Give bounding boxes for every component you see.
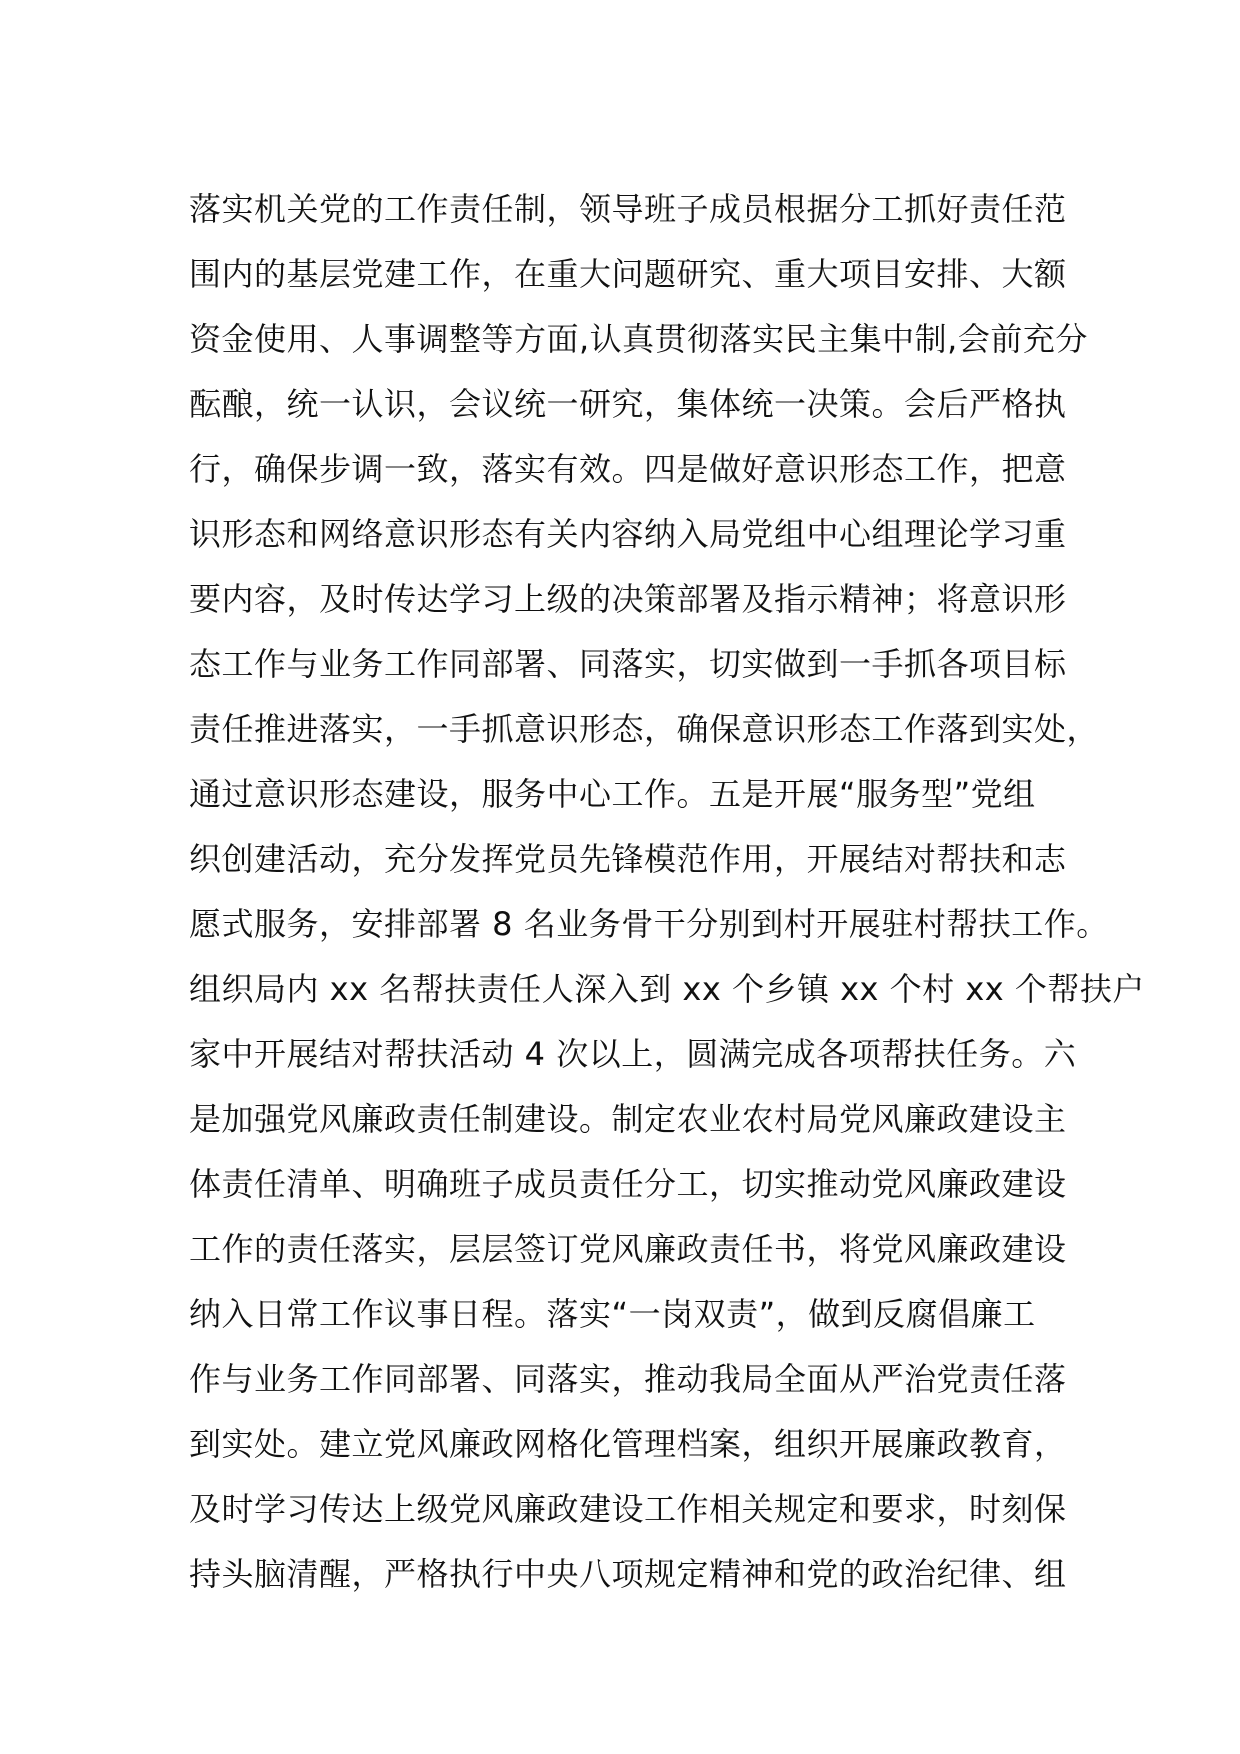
text-line: 工作的责任落实，层层签订党风廉政责任书，将党风廉政建设: [189, 1230, 1067, 1268]
text-line: 责任推进落实，一手抓意识形态，确保意识形态工作落到实处，: [189, 710, 1100, 748]
text-line: 持头脑清醒，严格执行中央八项规定精神和党的政治纪律、组: [189, 1555, 1067, 1593]
text-line: 围内的基层党建工作，在重大问题研究、重大项目安排、大额: [189, 255, 1067, 293]
text-line: 组织局内 xx 名帮扶责任人深入到 xx 个乡镇 xx 个村 xx 个帮扶户: [189, 970, 1145, 1008]
text-line: 是加强党风廉政责任制建设。制定农业农村局党风廉政建设主: [189, 1100, 1067, 1138]
body-paragraph: [189, 177, 1145, 1607]
text-line: 家中开展结对帮扶活动 4 次以上，圆满完成各项帮扶任务。六: [189, 1035, 1077, 1073]
text-line: 识形态和网络意识形态有关内容纳入局党组中心组理论学习重: [189, 515, 1067, 553]
text-line: 落实机关党的工作责任制，领导班子成员根据分工抓好责任范: [189, 190, 1067, 228]
text-line: 酝酿，统一认识，会议统一研究，集体统一决策。会后严格执: [189, 385, 1067, 423]
text-line: 体责任清单、明确班子成员责任分工，切实推动党风廉政建设: [189, 1165, 1067, 1203]
text-line: 及时学习传达上级党风廉政建设工作相关规定和要求，时刻保: [189, 1490, 1067, 1528]
text-line: 要内容，及时传达学习上级的决策部署及指示精神；将意识形: [189, 580, 1067, 618]
text-line: 作与业务工作同部署、同落实，推动我局全面从严治党责任落: [189, 1360, 1067, 1398]
text-line: 资金使用、人事调整等方面,认真贯彻落实民主集中制,会前充分: [189, 320, 1088, 358]
text-line: 织创建活动，充分发挥党员先锋模范作用，开展结对帮扶和志: [189, 840, 1067, 878]
text-line: 通过意识形态建设，服务中心工作。五是开展“服务型”党组: [189, 775, 1036, 813]
text-line: 纳入日常工作议事日程。落实“一岗双责”，做到反腐倡廉工: [189, 1295, 1036, 1333]
text-line: 态工作与业务工作同部署、同落实，切实做到一手抓各项目标: [189, 645, 1067, 683]
text-line: 愿式服务，安排部署 8 名业务骨干分别到村开展驻村帮扶工作。: [189, 905, 1109, 943]
text-line: 行，确保步调一致，落实有效。四是做好意识形态工作，把意: [189, 450, 1067, 488]
text-line: 到实处。建立党风廉政网格化管理档案，组织开展廉政教育，: [189, 1425, 1067, 1463]
